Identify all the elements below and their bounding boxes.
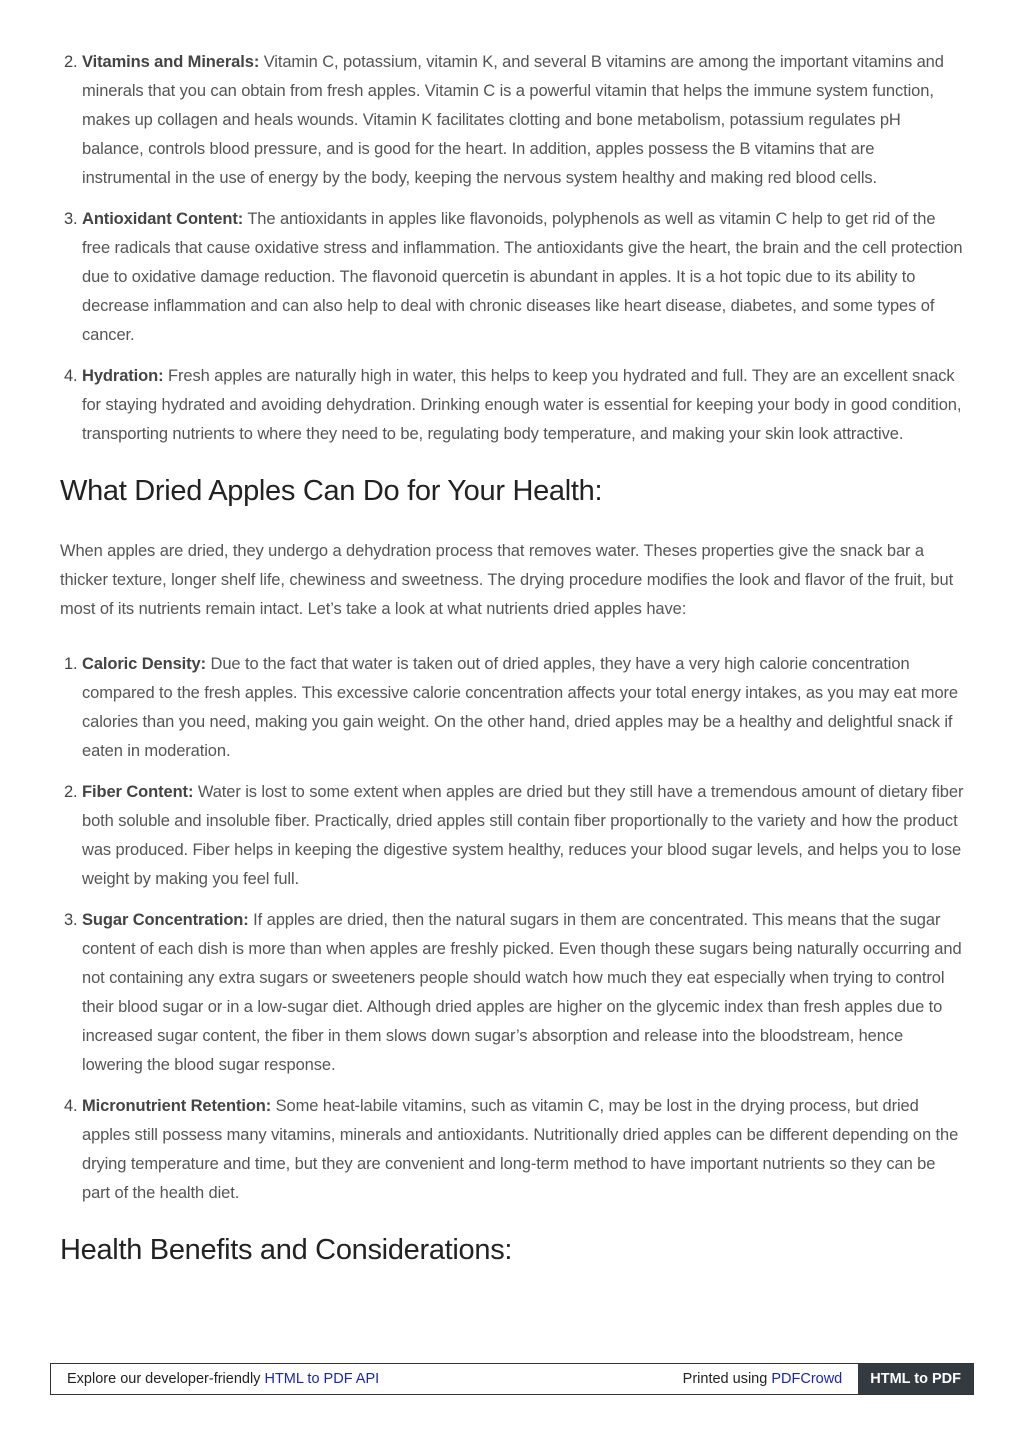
footer-printed	[683, 1371, 859, 1387]
item-text: Vitamin C, potassium, vitamin K, and several B vitamins are among the important vitamins and minerals that you can obtain from fresh apples. Vitamin C is a powerful vitamin that helps the immune system function, makes up collagen and heals wounds. Vitamin K facilitates clotting and bone metabolism, potassium regulates pH balance, controls blood pressure, and is good for the heart. In addition, apples possess the B vitamins that are instrumental in the use of energy by the body, keeping the nervous system healthy and making red blood cells.	[82, 53, 944, 187]
item-term: Caloric Density:	[82, 655, 207, 673]
item-term: Sugar Concentration:	[82, 911, 249, 929]
item-text: Fresh apples are naturally high in water, this helps to keep you hydrated and full. They are an excellent snack for staying hydrated and avoiding dehydration. Drinking enough water is essential for keeping your body in good condition, transporting nutrients to where they need to be, regulating body temperature, and making your skin look attractive.	[82, 367, 962, 443]
item-text: Due to the fact that water is taken out of dried apples, they have a very high calorie concentration compared to the fresh apples. This excessive calorie concentration affects your total energy intakes, as you may eat more calories than you need, making you gain weight. On the other hand, dried apples may be a healthy and delightful snack if eaten in moderation.	[82, 655, 959, 760]
item-term: Vitamins and Minerals:	[82, 53, 260, 71]
item-term: Antioxidant Content:	[82, 210, 244, 228]
footer-explore	[51, 1371, 683, 1387]
item-term: Micronutrient Retention:	[82, 1097, 272, 1115]
item-term: Fiber Content:	[82, 783, 194, 801]
item-text: Water is lost to some extent when apples are dried but they still have a tremendous amount of dietary fiber both soluble and insoluble fiber. Practically, dried apples still contain fiber proportionally to the variety and how the product was produced. Fiber helps in keeping the digestive system healthy, reduces your blood sugar levels, and helps you to lose weight by making you feel full.	[82, 783, 964, 888]
list-item	[82, 48, 966, 193]
html-to-pdf-badge[interactable]: HTML to PDF	[858, 1364, 973, 1394]
section-heading: What Dried Apples Can Do for Your Health:	[60, 475, 603, 507]
fresh-apple-benefits-list	[60, 48, 966, 449]
item-term: Hydration:	[82, 367, 164, 385]
section-intro-paragraph: When apples are dried, they undergo a dehydration process that removes water. Theses properties give the snack bar a thicker texture, longer shelf life, chewiness and sweetness. The drying procedure modifies the look and flavor of the fruit, but most of its nutrients remain intact. Let’s take a look at what nutrients dried apples have:	[60, 542, 954, 618]
list-item	[82, 650, 966, 766]
document-page	[60, 48, 966, 1270]
list-item	[82, 205, 966, 350]
item-text: If apples are dried, then the natural sugars in them are concentrated. This means that the sugar content of each dish is more than when apples are freshly picked. Even though these sugars being naturally occurring and not containing any extra sugars or sweeteners people should watch how much they eat especially when trying to control their blood sugar or in a low-sugar diet. Although dried apples are higher on the glycemic index than fresh apples due to increased sugar content, the fiber in them slows down sugar’s absorption and release into the bloodstream, hence lowering the blood sugar response.	[82, 911, 962, 1074]
dried-apple-nutrients-list	[60, 650, 966, 1208]
item-text: Some heat-labile vitamins, such as vitamin C, may be lost in the drying process, but dried apples still possess many vitamins, minerals and antioxidants. Nutritionally dried apples can be different depending on the drying temperature and time, but they are convenient and long-term method to have important nutrients so they can be part of the health diet.	[82, 1097, 959, 1202]
pdfcrowd-link[interactable]: PDFCrowd	[771, 1371, 843, 1387]
section-heading: Health Benefits and Considerations:	[60, 1234, 513, 1266]
html-to-pdf-api-link[interactable]: HTML to PDF API	[264, 1371, 380, 1387]
list-item	[82, 778, 966, 894]
list-item	[82, 1092, 966, 1208]
list-item	[82, 362, 966, 449]
pdf-footer-bar	[50, 1363, 974, 1395]
footer-printed-text: Printed using	[682, 1371, 772, 1387]
list-item	[82, 906, 966, 1080]
footer-explore-text: Explore our developer-friendly	[67, 1371, 265, 1387]
item-text: The antioxidants in apples like flavonoids, polyphenols as well as vitamin C help to get rid of the free radicals that cause oxidative stress and inflammation. The antioxidants give the heart, the brain and the cell protection due to oxidative damage reduction. The flavonoid quercetin is abundant in apples. It is a hot topic due to its ability to decrease inflammation and can also help to deal with chronic diseases like heart disease, diabetes, and some types of cancer.	[82, 210, 963, 344]
